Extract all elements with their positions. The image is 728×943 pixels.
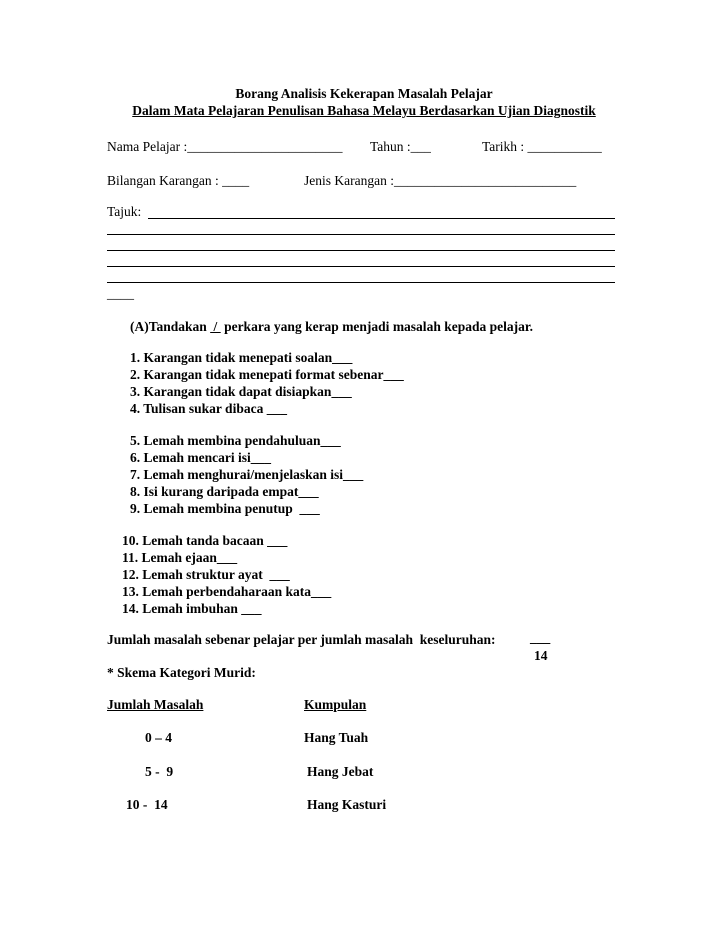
list-item[interactable]: 9. Lemah membina penutup ___ <box>130 501 320 516</box>
tajuk-line-4[interactable] <box>107 266 615 267</box>
summary-denominator: 14 <box>534 648 548 663</box>
list-item[interactable]: 8. Isi kurang daripada empat___ <box>130 484 319 499</box>
skema-range: 10 - 14 <box>126 797 168 812</box>
section-a-instruction <box>130 319 533 335</box>
tarikh-field[interactable]: Tarikh : ___________ <box>482 139 602 154</box>
tajuk-line-3[interactable] <box>107 250 615 251</box>
list-item[interactable]: 4. Tulisan sukar dibaca ___ <box>130 401 287 416</box>
list-item[interactable]: 2. Karangan tidak menepati format sebenar___ <box>130 367 404 382</box>
list-item[interactable]: 11. Lemah ejaan___ <box>122 550 238 565</box>
skema-group: Hang Jebat <box>307 764 374 779</box>
list-item[interactable]: 7. Lemah menghurai/menjelaskan isi___ <box>130 467 364 482</box>
jenis-karangan-field[interactable]: Jenis Karangan :___________________________ <box>304 173 577 188</box>
tajuk-line-5[interactable] <box>107 282 615 283</box>
summary-label: Jumlah masalah sebenar pelajar per jumlah masalah keseluruhan: <box>107 632 496 647</box>
list-item[interactable]: 10. Lemah tanda bacaan ___ <box>122 533 288 548</box>
nama-pelajar-field[interactable]: Nama Pelajar :_______________________ <box>107 139 343 154</box>
tick-mark: / <box>210 319 221 334</box>
list-item[interactable]: 14. Lemah imbuhan ___ <box>122 601 262 616</box>
skema-col-kumpulan: Kumpulan <box>304 697 367 712</box>
list-item[interactable]: 13. Lemah perbendaharaan kata___ <box>122 584 332 599</box>
tajuk-line-2[interactable] <box>107 234 615 235</box>
skema-col-jumlah: Jumlah Masalah <box>107 697 204 712</box>
skema-heading: * Skema Kategori Murid: <box>107 665 256 680</box>
skema-group: Hang Kasturi <box>307 797 387 812</box>
form-subtitle: Dalam Mata Pelajaran Penulisan Bahasa Melayu Berdasarkan Ujian Diagnostik <box>132 103 596 118</box>
skema-group: Hang Tuah <box>304 730 369 745</box>
form-title: Borang Analisis Kekerapan Masalah Pelajar <box>235 86 493 101</box>
summary-numerator[interactable]: ___ <box>530 630 551 645</box>
tajuk-label: Tajuk: <box>107 204 142 219</box>
bilangan-karangan-field[interactable]: Bilangan Karangan : ____ <box>107 173 250 188</box>
section-a-post: perkara yang kerap menjadi masalah kepada pelajar. <box>220 319 533 334</box>
list-item[interactable]: 12. Lemah struktur ayat ___ <box>122 567 290 582</box>
tajuk-tail-line[interactable]: ____ <box>107 286 134 301</box>
tahun-field[interactable]: Tahun :___ <box>370 139 431 154</box>
list-item[interactable]: 1. Karangan tidak menepati soalan___ <box>130 350 353 365</box>
skema-range: 0 – 4 <box>145 730 172 745</box>
list-item[interactable]: 6. Lemah mencari isi___ <box>130 450 271 465</box>
list-item[interactable]: 5. Lemah membina pendahuluan___ <box>130 433 341 448</box>
section-a-pre: (A)Tandakan <box>130 319 211 334</box>
tajuk-line-1[interactable] <box>148 218 615 219</box>
skema-range: 5 - 9 <box>145 764 174 779</box>
list-item[interactable]: 3. Karangan tidak dapat disiapkan___ <box>130 384 352 399</box>
